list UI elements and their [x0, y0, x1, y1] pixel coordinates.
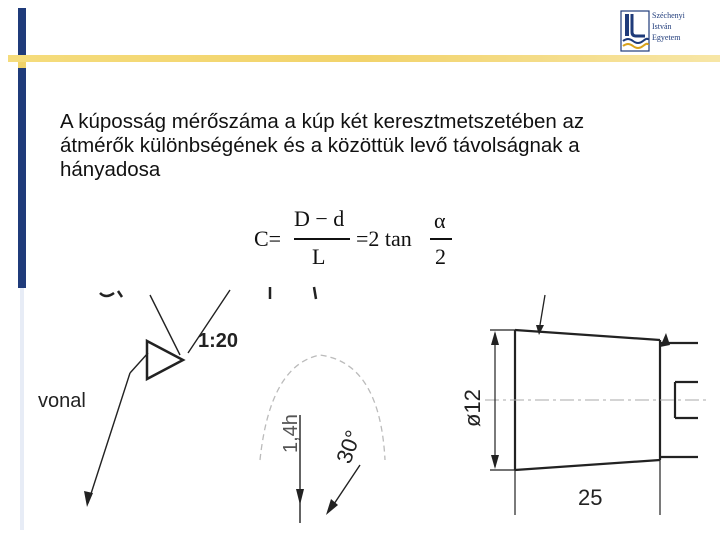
university-name: [652, 10, 685, 43]
definition-line-2: átmérők különbségének és a közöttük levő távolságnak a: [60, 134, 580, 157]
dashed-arc: [260, 355, 385, 460]
label-length: 25: [578, 485, 603, 510]
formula-fraction-bar: [294, 238, 350, 240]
label-diameter: ø12: [460, 389, 485, 427]
diameter-arrowhead-bottom: [491, 455, 499, 469]
definition-line-3: hányadosa: [60, 158, 161, 181]
label-taper-ratio: 1:20: [198, 330, 239, 352]
university-emblem-icon: [620, 10, 650, 52]
definition-line-1: A kúposság mérőszáma a kúp két keresztmetszetében az: [60, 110, 585, 133]
left-accent-bar-gold: [18, 62, 26, 68]
university-logo: [620, 8, 712, 54]
formula-denominator: L: [312, 244, 326, 269]
formula-lhs: C=: [254, 226, 282, 251]
taper-symbol-triangle: [147, 341, 183, 379]
logo-line-3: Egyetem: [652, 33, 681, 42]
formula-middle: =2 tan: [356, 226, 412, 251]
diameter-arrowhead-top: [491, 331, 499, 345]
leader-arrowhead: [84, 491, 93, 507]
logo-line-1: Széchenyi: [652, 11, 685, 20]
surface-mark-arrowhead: [536, 325, 544, 335]
surface-mark-line: [540, 295, 545, 325]
formula-angle-numerator: α: [434, 208, 446, 233]
left-accent-bar-pale: [20, 288, 24, 530]
leader-lines: [88, 290, 230, 503]
logo-line-2: István: [652, 22, 672, 31]
taper-end-arrowhead: [660, 333, 670, 347]
taper-formula: [250, 202, 470, 278]
definition-text: [60, 110, 700, 182]
left-accent-bar: [18, 8, 26, 530]
technical-drawing: [30, 285, 710, 525]
label-angle: 30°: [331, 426, 367, 467]
formula-numerator: D − d: [294, 206, 345, 231]
formula-angle-fraction-bar: [430, 238, 452, 240]
label-vonal: vonal: [38, 390, 86, 412]
top-accent-bar: [8, 55, 720, 62]
cropped-top-marks: [100, 287, 316, 299]
left-accent-bar-navy: [18, 8, 26, 288]
label-character-height: 1,4h: [280, 414, 302, 453]
formula-angle-denominator: 2: [435, 244, 446, 269]
height-arrowhead: [296, 489, 304, 505]
